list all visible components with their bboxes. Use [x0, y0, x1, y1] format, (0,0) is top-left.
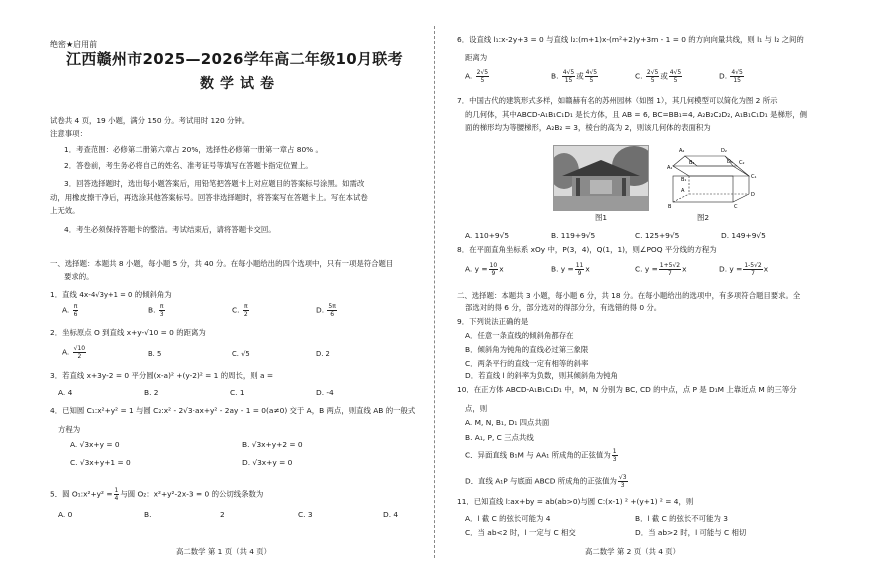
- q6-option-c: C. $\frac{2√5}{5}$ 或 $\frac{4√5}{5}$: [635, 69, 682, 84]
- q3-stem: 3．若直线 x+3y-2 = 0 平分圆(x-a)² +(y-2)² = 1 的周长，则 a =: [50, 371, 274, 380]
- q1-option-d: D. $\frac{5\pi}{6}$: [316, 303, 336, 318]
- q7-option-a: A. 110+9√5: [465, 231, 510, 240]
- q8-option-b: B. y = $\frac{11}{9}$ x: [551, 262, 590, 277]
- q6-option-d: D. $\frac{4√5}{15}$: [719, 69, 743, 84]
- notice-title: 注意事项：: [50, 129, 87, 138]
- q7-stem-3: 面的梯形均为等腰梯形，A₂B₂ = 3，棱台的高为 2，则该几何体的表面积为: [465, 123, 711, 132]
- q8-option-d: D. y = $\frac{1-5√2}{7}$ x: [719, 262, 769, 277]
- q11-option-a: A．l 截 C 的弦长可能为 4: [465, 514, 551, 523]
- label-a1: A₁: [667, 165, 673, 171]
- note-2: 2．答卷前，考生务必将自己的姓名、准考证号等填写在答题卡指定位置上。: [64, 161, 313, 170]
- section1-heading-2: 要求的。: [64, 272, 94, 281]
- label-a: A: [681, 188, 685, 194]
- label-d1: D₁: [727, 159, 733, 165]
- label-c1: C₁: [751, 174, 757, 180]
- q8-option-a: A. y = $\frac{10}{9}$ x: [465, 262, 504, 277]
- exam-title: 江西赣州市2025—2026学年高二年级10月联考: [66, 50, 403, 68]
- page-2: [435, 0, 870, 578]
- q1-option-b: B. $\frac{\pi}{3}$: [148, 303, 164, 318]
- q9-stem: 9．下列说法正确的是: [457, 317, 529, 326]
- q2-option-b: B. 5: [148, 350, 162, 358]
- q2-option-d: D. 2: [316, 350, 330, 358]
- note-1: 1．考查范围：必修第二册第六章占 20%，选择性必修第一册第一章占 80% 。: [64, 145, 323, 154]
- q9-option-d: D．若直线 l 的斜率为负数，则其倾斜角为钝角: [465, 371, 618, 380]
- q3-option-c: C. 1: [230, 388, 245, 397]
- q10-option-b: B. A₁, P, C 三点共线: [465, 433, 534, 442]
- q10-option-a: A. M, N, B₁, D₁ 四点共面: [465, 418, 550, 427]
- q11-option-c: C．当 ab<2 时，l 一定与 C 相交: [465, 528, 576, 537]
- q9-option-c: C．两条平行的直线一定有相等的斜率: [465, 359, 589, 368]
- q7-stem-2: 的几何体，其中ABCD-A₁B₁C₁D₁ 是长方体，且 AB = 6, BC=BB₁=4, A₂B₂C₂D₂, A₁B₁C₁D₁ 是梯形，侧: [465, 110, 808, 119]
- footer-page-1: 高二数学 第 1 页（共 4 页）: [176, 547, 272, 556]
- figure-1-caption: 图1: [595, 213, 608, 222]
- q11-option-b: B．l 截 C 的弦长不可能为 3: [635, 514, 728, 523]
- q10-stem-2: 点，则: [465, 404, 488, 413]
- section2-heading: 二、选择题：本题共 3 小题，每小题 6 分，共 18 分。在每小题给出的选项中，有多项符合题目要求。全: [457, 291, 801, 300]
- q7-option-b: B. 119+9√5: [551, 231, 596, 240]
- note-3: 3．回答选择题时，选出每小题答案后，用铅笔把答题卡上对应题目的答案标号涂黑。如需改: [64, 179, 365, 188]
- section2-heading-2: 部选对的得 6 分，部分选对的得部分分，有选错的得 0 分。: [465, 303, 662, 312]
- figure-1-garden-image: [553, 145, 649, 211]
- q4-stem: 4．已知圆 C₁:x²+y² = 1 与圆 C₂:x² - 2√3·ax+y² - 2ay - 1 = 0(a≠0) 交于 A，B 两点，则直线 AB 的一般式: [50, 406, 416, 415]
- label-a2: A₂: [679, 148, 685, 154]
- q9-option-a: A．任意一条直线的倾斜角都存在: [465, 331, 574, 340]
- q3-option-d: D. -4: [316, 388, 334, 397]
- q4-option-c: C. √3x+y+1 = 0: [70, 458, 131, 467]
- q11-option-d: D．当 ab>2 时，l 可能与 C 相切: [635, 528, 747, 537]
- q4-option-b: B. √3x+y+2 = 0: [242, 440, 303, 449]
- label-b2: B₂: [689, 160, 695, 166]
- q1-option-a: A. $\frac{\pi}{6}$: [62, 303, 78, 318]
- q10-option-d: D．直线 A₁P 与底面 ABCD 所成角的正弦值为 $\frac{√3}{3}$: [465, 474, 627, 489]
- q2-option-c: C. √5: [232, 350, 250, 358]
- q4-option-d: D. √3x+y = 0: [242, 458, 293, 467]
- q8-option-c: C. y = $\frac{1+5√2}{7}$ x: [635, 262, 687, 277]
- q6-stem-2: 距离为: [465, 53, 488, 62]
- label-d: D: [751, 192, 755, 198]
- exam-summary: 试卷共 4 页，19 小题，满分 150 分。考试用时 120 分钟。: [50, 116, 250, 125]
- q4-option-a: A. √3x+y = 0: [70, 440, 120, 449]
- label-d2: D₂: [721, 148, 727, 154]
- q3-option-a: A. 4: [58, 388, 73, 397]
- note-4: 4．考生必须保持答题卡的整洁。考试结束后，请将答题卡交回。: [64, 225, 276, 234]
- label-c2: C₂: [739, 160, 745, 166]
- q6-option-a: A. $\frac{2√5}{5}$: [465, 69, 489, 84]
- q10-stem: 10．在正方体 ABCD-A₁B₁C₁D₁ 中，M，N 分别为 BC, CD 的中点，点 P 是 D₁M 上靠近点 M 的三等分: [457, 385, 797, 394]
- q11-stem: 11．已知直线 l:ax+by = ab(ab>0)与圆 C:(x-1) ² +(y+1) ² = 4，则: [457, 497, 694, 506]
- q6-stem: 6．设直线 l₁:x-2y+3 = 0 与直线 l₂:(m+1)x-(m²+2)y+3m - 1 = 0 的方向向量共线，则 l₁ 与 l₂ 之间的: [457, 35, 804, 44]
- q2-option-a: A. $\frac{√10}{2}$: [62, 345, 86, 360]
- label-c: C: [734, 204, 738, 210]
- label-b1: B₁: [681, 177, 687, 183]
- label-b: B: [668, 204, 672, 210]
- q7-option-c: C. 125+9√5: [635, 231, 680, 240]
- q10-option-c: C．异面直线 B₁M 与 AA₁ 所成角的正弦值为 $\frac{1}{3}$: [465, 448, 617, 463]
- q7-stem: 7．中国古代的建筑形式多样，如赣赫有名的苏州园林（如图 1），其几何模型可以简化为图 2 所示: [457, 96, 778, 105]
- figure-2-caption: 图2: [697, 213, 710, 222]
- q5-option-a: A. 0: [58, 510, 73, 519]
- q2-stem: 2．坐标原点 O 到直线 x+y-√10 = 0 的距离为: [50, 328, 206, 337]
- q5-stem: 5．圆 O₁:x²+y² = $\frac{1}{4}$ 与圆 O₂：x²+y²-2x-3 = 0 的公切线条数为: [50, 487, 264, 502]
- figure-2-solid-diagram: [667, 136, 757, 210]
- q5-option-d: D. 4: [383, 510, 399, 519]
- footer-page-2: 高二数学 第 2 页（共 4 页）: [585, 547, 681, 556]
- q3-option-b: B. 2: [144, 388, 159, 397]
- q7-option-d: D. 149+9√5: [721, 231, 766, 240]
- subject-title: 数学试卷: [200, 76, 280, 92]
- q1-option-c: C. $\frac{\pi}{2}$: [232, 303, 248, 318]
- q5-option-b-value: 2: [220, 510, 225, 519]
- note-3b: 动，用橡皮擦干净后，再选涂其他答案标号。回答非选择题时，将答案写在答题卡上。写在本试卷: [50, 193, 368, 202]
- section1-heading: 一、选择题：本题共 8 小题，每小题 5 分，共 40 分。在每小题给出的四个选项中，只有一项是符合题目: [50, 259, 394, 268]
- secret-label: 绝密★启用前: [50, 40, 98, 49]
- q8-stem: 8．在平面直角坐标系 xOy 中，P(3，4)，Q(1，1)，则∠POQ 平分线的方程为: [457, 245, 717, 254]
- q5-option-b: B.: [144, 510, 152, 519]
- q6-option-b: B. $\frac{4√5}{15}$ 或 $\frac{4√5}{5}$: [551, 69, 598, 84]
- q9-option-b: B．倾斜角为钝角的直线必过第三象限: [465, 345, 589, 354]
- q1-stem: 1．直线 4x-4√3y+1 = 0 的倾斜角为: [50, 290, 172, 299]
- note-3c: 上无效。: [50, 206, 80, 215]
- q5-option-c: C. 3: [298, 510, 313, 519]
- q4-stem-2: 方程为: [58, 425, 81, 434]
